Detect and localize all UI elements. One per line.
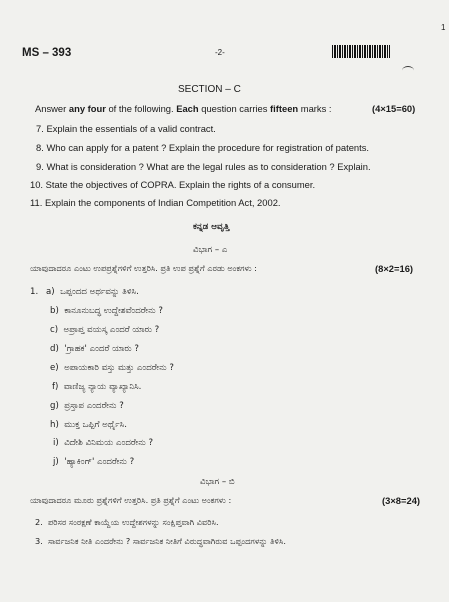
question-10: 10. State the objectives of COPRA. Explain the rights of a consumer. — [30, 179, 316, 190]
section-c-marks: (4×15=60) — [372, 103, 416, 114]
kannada-q1a: a) ಒಪ್ಪಂದದ ಅರ್ಥವನ್ನು ತಿಳಿಸಿ. — [46, 287, 139, 297]
kannada-q1-number: 1. — [30, 287, 39, 297]
question-7: 7. Explain the essentials of a valid contract. — [36, 123, 216, 134]
kannada-q1d: d) 'ಗ್ರಾಹಕ' ಎಂದರೆ ಯಾರು ? — [50, 344, 139, 354]
question-9: 9. What is consideration ? What are the legal rules as to consideration ? Explain. — [36, 161, 371, 172]
corner-mark: 1 — [441, 23, 446, 32]
section-c-title: SECTION – C — [178, 84, 241, 95]
kannada-q2: 2. ಪರಿಸರ ಸಂರಕ್ಷಣೆ ಕಾಯ್ದೆಯ ಉದ್ದೇಶಗಳನ್ನು ಸಂಕ್ಷಿಪ್ತವಾಗಿ ವಿವರಿಸಿ. — [35, 517, 219, 527]
kannada-q1c: c) ಅಪ್ರಾಪ್ತ ವಯಸ್ಕ ಎಂದರೆ ಯಾರು ? — [50, 325, 160, 335]
kannada-q1i: i) ವಿದೇಶಿ ವಿನಿಮಯ ಎಂದರೇನು ? — [53, 438, 154, 448]
kannada-q1b: b) ಕಾನೂನುಬದ್ಧ ಉದ್ದೇಶವೆಂದರೇನು ? — [50, 306, 163, 316]
barcode-icon — [332, 45, 390, 58]
kannada-section-b-title: ವಿಭಾಗ – ಬಿ — [200, 477, 235, 487]
paper-code: MS – 393 — [22, 47, 72, 59]
kannada-section-a-title: ವಿಭಾಗ – ಎ — [193, 245, 228, 255]
kannada-q1j: j) 'ಹ್ಯಾಕಿಂಗ್' ಎಂದರೇನು ? — [53, 457, 135, 467]
kannada-section-a-marks: (8×2=16) — [375, 263, 414, 274]
kannada-q1f: f) ವಾಣಿಜ್ಯ ನ್ಯಾಯ ವ್ಯಾಖ್ಯಾನಿಸಿ. — [52, 382, 142, 392]
kannada-q3: 3. ಸಾರ್ವಜನಿಕ ನೀತಿ ಎಂದರೇನು ? ಸಾರ್ವಜನಿಕ ನೀತಿಗೆ ವಿರುದ್ಧವಾಗಿರುವ ಒಪ್ಪಂದಗಳನ್ನು ತಿಳಿಸಿ. — [35, 536, 286, 546]
kannada-q1h: h) ಮುಕ್ತ ಒಪ್ಪಿಗೆ ಅರ್ಥೈಸಿ. — [50, 420, 127, 430]
page-curl-mark — [402, 66, 414, 75]
kannada-section-a-instruction: ಯಾವುದಾದರೂ ಎಂಟು ಉಪಪ್ರಶ್ನೆಗಳಿಗೆ ಉತ್ತರಿಸಿ. ಪ್ರತಿ ಉಪ ಪ್ರಶ್ನೆಗೆ ಎರಡು ಅಂಕಗಳು : — [30, 263, 257, 273]
kannada-version-title: ಕನ್ನಡ ಆವೃತ್ತಿ — [193, 222, 230, 232]
kannada-section-b-instruction: ಯಾವುದಾದರೂ ಮೂರು ಪ್ರಶ್ನೆಗಳಿಗೆ ಉತ್ತರಿಸಿ. ಪ್ರತಿ ಪ್ರಶ್ನೆಗೆ ಎಂಟು ಅಂಕಗಳು : — [30, 495, 232, 505]
kannada-q1e: e) ಅಪಾಯಕಾರಿ ವಸ್ತು ಮತ್ತು ಎಂದರೇನು ? — [50, 363, 174, 373]
kannada-q1g: g) ಪ್ರಸ್ತಾಪ ಎಂದರೇನು ? — [50, 401, 124, 411]
question-11: 11. Explain the components of Indian Competition Act, 2002. — [30, 197, 281, 208]
question-8: 8. Who can apply for a patent ? Explain the procedure for registration of patents. — [36, 142, 370, 153]
page-number: -2- — [215, 48, 225, 57]
kannada-section-b-marks: (3×8=24) — [382, 495, 421, 506]
section-c-instruction: Answer any four of the following. Each question carries fifteen marks : — [35, 103, 332, 114]
